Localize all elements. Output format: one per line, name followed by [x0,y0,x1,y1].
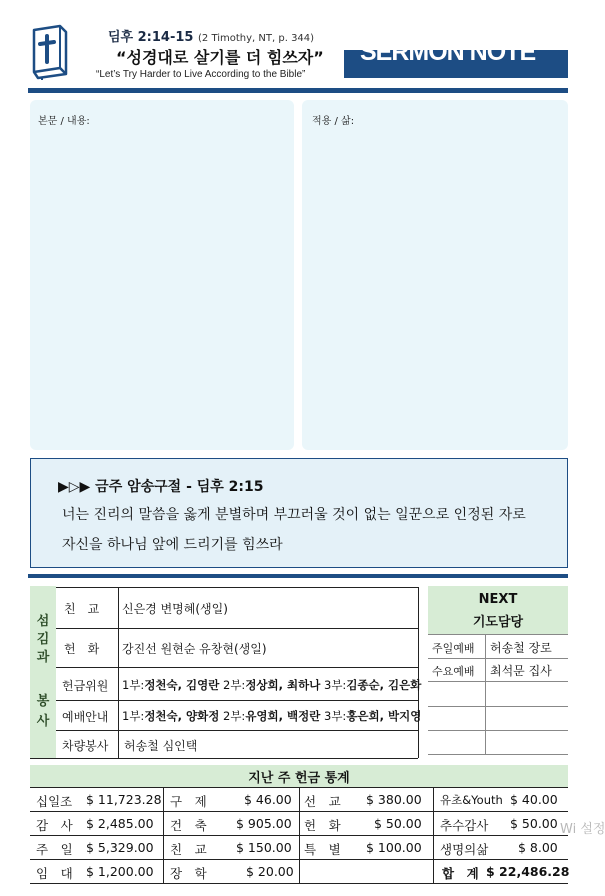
service-row-border [56,730,418,731]
service-names: 허송철 심인택 [124,739,198,753]
service-names [122,677,421,693]
offering-label: 임 대 [36,866,73,881]
offering-label: 선 교 [304,794,341,809]
service-col-divider [118,587,119,758]
next-prayer-name: 허송철 장로 [490,641,552,655]
offering-label: 십일조 [36,794,73,809]
scripture-ref-sub: (2 Timothy, NT, p. 344) [198,33,315,44]
offering-amount: $ 46.00 [244,792,292,807]
offering-col-divider [163,788,164,884]
shift-label: 2부: [223,709,246,723]
shift-label: 2부: [223,678,246,692]
offering-amount: $ 11,723.28 [86,792,162,807]
service-row-border [56,667,418,668]
shift-label: 1부: [122,678,145,692]
service-role: 헌 화 [64,642,100,656]
next-prayer-label: 주일예배 [432,642,475,655]
next-prayer-label: 수요예배 [432,665,475,678]
service-side-label [30,586,56,758]
scripture-reference [108,26,314,45]
offering-amount: $ 50.00 [374,816,422,831]
side-char: 섬 [36,614,50,629]
side-char: 봉 [36,694,50,709]
notes-application-label: 적용 / 삶: [312,116,355,127]
sermon-title-english: “Let’s Try Harder to Live According to the Bible” [96,69,306,80]
offering-label: 건 축 [170,818,207,833]
shift-names: 유영희, 백정란 [245,709,321,723]
offering-amount: $ 8.00 [518,840,558,855]
offering-amount: $ 5,329.00 [86,840,154,855]
offering-amount: $ 40.00 [510,792,558,807]
next-prayer-title: NEXT [478,592,518,607]
service-role: 예배안내 [62,710,109,724]
offering-label: 생명의삶 [440,842,489,857]
service-role: 차량봉사 [62,739,109,753]
banner-title: SERMON NOTE [360,38,536,66]
offering-label: 감 사 [36,818,73,833]
offering-amount: $ 2,485.00 [86,816,154,831]
os-activation-watermark: Wi 설정 [560,822,605,837]
side-char: 과 [36,650,50,665]
notes-content-box[interactable] [30,100,294,450]
service-row-border [56,700,418,701]
offering-label: 특 별 [304,842,341,857]
shift-label: 3부: [324,709,347,723]
service-row-border [30,758,418,759]
next-grid-line [428,681,568,682]
shift-names: 정상희, 최하나 [245,678,321,692]
sermon-title-korean: “성경대로 살기를 더 힘쓰자” [116,48,324,67]
service-row-border [56,628,418,629]
offering-amount: $ 50.00 [510,816,558,831]
offering-label: 추수감사 [440,818,489,833]
notes-application-box[interactable] [302,100,568,450]
side-char: 사 [36,714,50,729]
offering-label: 구 제 [170,794,207,809]
offering-amount: $ 20.00 [246,864,294,879]
shift-names: 김종순, 김은화 [346,678,422,692]
offering-label: 장 학 [170,866,207,881]
offering-label: 헌 화 [304,818,341,833]
offering-amount: $ 905.00 [236,816,292,831]
shift-label: 3부: [324,678,347,692]
notes-content-label: 본문 / 내용: [38,116,90,127]
memory-verse-line: 자신을 하나님 앞에 드리기를 힘쓰라 [62,537,283,553]
service-names [122,708,421,724]
header-divider [28,88,568,93]
next-prayer-name: 최석문 집사 [490,664,552,678]
service-names: 신은경 변명혜(생일) [122,602,228,616]
next-grid-line [428,634,568,635]
next-grid-line [428,754,568,755]
offering-amount: $ 1,200.00 [86,864,154,879]
shift-label: 1부: [122,709,145,723]
shift-names: 정천숙, 양화정 [144,709,220,723]
shift-names: 정천숙, 김영란 [144,678,220,692]
next-grid-line [428,706,568,707]
offering-col-divider [433,788,434,884]
service-row-border [56,587,418,588]
memory-verse-heading: ▶▷▶ 금주 암송구절 - 딤후 2:15 [58,479,264,495]
offering-total: $ 22,486.28 [486,864,570,879]
service-names: 강진선 원현순 유창현(생일) [122,642,267,656]
service-role: 헌금위원 [62,679,109,693]
service-role: 친 교 [64,602,100,616]
next-grid-line [428,658,568,659]
next-grid-vline [485,634,486,754]
side-char: 김 [36,632,50,647]
section-divider [28,574,568,578]
offering-label: 친 교 [170,842,207,857]
memory-verse-line: 너는 진리의 말씀을 옳게 분별하며 부끄러울 것이 없는 일꾼으로 인정된 자로 [62,507,526,523]
next-grid-line [428,730,568,731]
bible-cross-icon [28,24,72,80]
offering-title: 지난 주 헌금 통계 [248,771,350,786]
offering-label: 주 일 [36,842,73,857]
offering-label: 유초&Youth [440,793,503,807]
next-prayer-subtitle: 기도담당 [472,615,524,630]
shift-names: 홍은희, 박지영 [346,709,422,723]
service-right-border [418,587,419,758]
offering-label: 합 계 [442,866,479,881]
offering-amount: $ 150.00 [236,840,292,855]
offering-amount: $ 100.00 [366,840,422,855]
offering-col-divider [299,788,300,884]
offering-amount: $ 380.00 [366,792,422,807]
scripture-ref-main: 딤후 2:14-15 [108,30,194,45]
